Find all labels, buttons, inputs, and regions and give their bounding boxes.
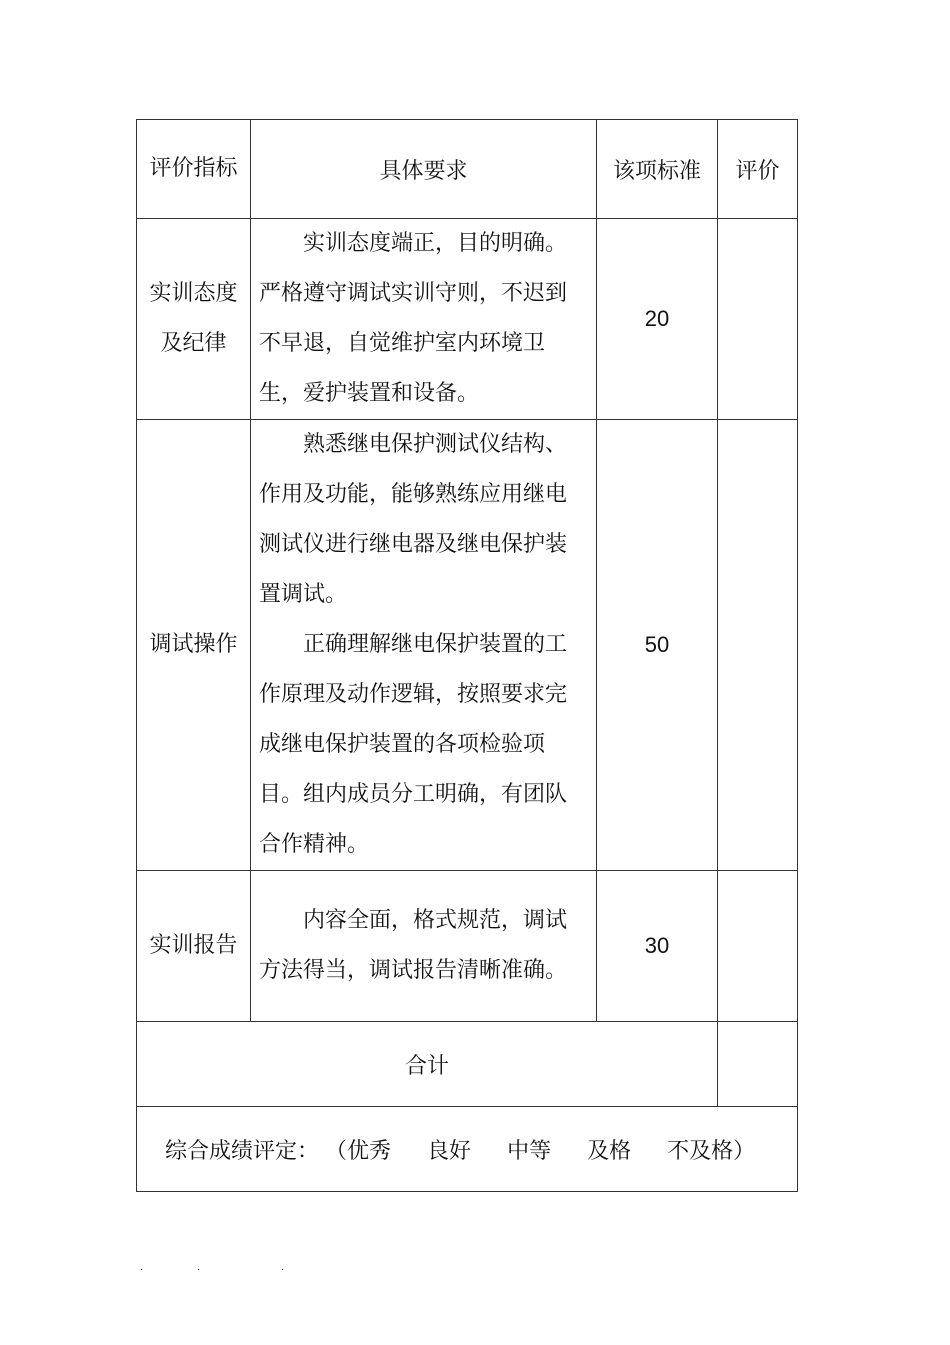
table-row [137, 871, 798, 1022]
row-standard: 50 [597, 420, 718, 871]
header-standard: 该项标准 [597, 120, 718, 219]
grade-option-fail[interactable]: 不及格 [667, 1138, 734, 1164]
grade-option-excellent[interactable]: 优秀 [347, 1138, 392, 1164]
header-indicator: 评价指标 [137, 120, 251, 219]
total-row [137, 1022, 798, 1107]
requirement-paragraph: 内容全面，格式规范，调试方法得当，调试报告清晰准确。 [259, 908, 568, 983]
row-standard: 20 [597, 219, 718, 420]
grade-label: 综合成绩评定： [165, 1138, 320, 1164]
grade-option-pass[interactable]: 及格 [587, 1138, 632, 1164]
row-evaluation-cell[interactable] [718, 219, 798, 420]
row-requirement [251, 219, 597, 420]
total-value-cell[interactable] [718, 1022, 798, 1107]
row-requirement [251, 420, 597, 871]
row-indicator: 调试操作 [137, 420, 251, 871]
total-label: 合计 [137, 1022, 718, 1107]
requirement-paragraph: 熟悉继电保护测试仪结构、作用及功能，能够熟练应用继电测试仪进行继电器及继电保护装置调试。 [259, 432, 568, 607]
requirement-paragraph: 实训态度端正，目的明确。严格遵守调试实训守则，不迟到不早退，自觉维护室内环境卫生，爱护装置和设备。 [259, 231, 568, 406]
grade-option-medium[interactable]: 中等 [507, 1138, 552, 1164]
header-evaluation: 评价 [718, 120, 798, 219]
row-evaluation-cell[interactable] [718, 871, 798, 1022]
evaluation-table [136, 119, 798, 1192]
grade-close-paren: ） [733, 1138, 756, 1164]
requirement-paragraph: 正确理解继电保护装置的工作原理及动作逻辑，按照要求完成继电保护装置的各项检验项目。组内成员分工明确，有团队合作精神。 [259, 632, 568, 857]
row-evaluation-cell[interactable] [718, 420, 798, 871]
grade-open-paren: （ [325, 1138, 348, 1164]
row-requirement [251, 871, 597, 1022]
row-indicator: 实训态度及纪律 [137, 219, 251, 420]
row-indicator: 实训报告 [137, 871, 251, 1022]
header-row [137, 120, 798, 219]
grade-option-good[interactable]: 良好 [427, 1138, 472, 1164]
table-row [137, 219, 798, 420]
footer-mark: . [281, 1262, 285, 1273]
grade-row [137, 1107, 798, 1192]
footer-mark: . [197, 1262, 201, 1273]
header-requirement: 具体要求 [251, 120, 597, 219]
footer-mark: . [140, 1262, 144, 1273]
table-row [137, 420, 798, 871]
grade-cell [137, 1107, 798, 1192]
row-standard: 30 [597, 871, 718, 1022]
